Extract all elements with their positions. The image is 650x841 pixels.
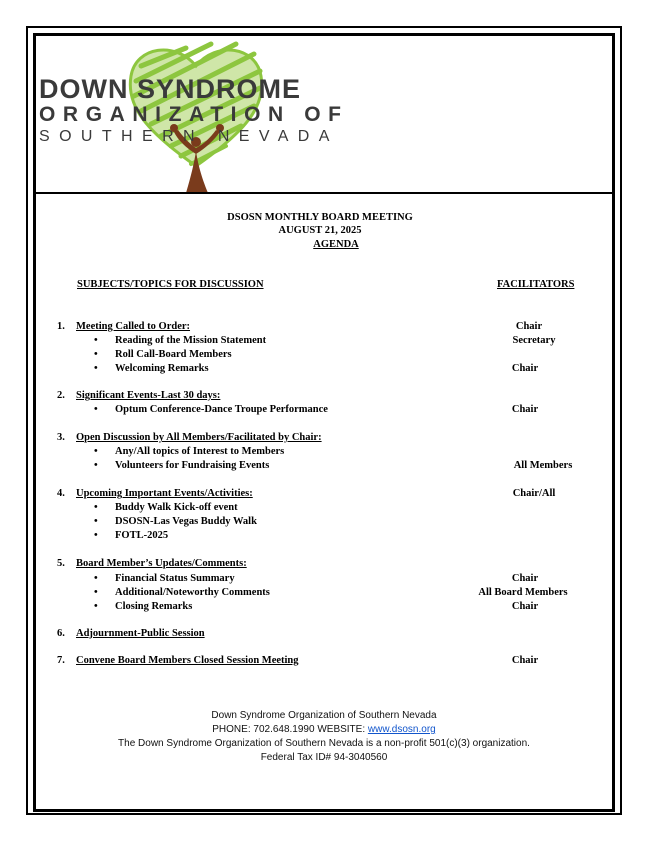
sub-item-text: Additional/Noteworthy Comments (115, 587, 270, 598)
sub-item-facilitator: Chair (511, 404, 539, 415)
dsosn-logo (36, 36, 366, 194)
sub-item (94, 349, 232, 360)
item-label: Board Member’s Updates/Comments: (76, 558, 247, 569)
item-number: 3. (57, 432, 65, 443)
bullet-icon: • (94, 446, 98, 457)
sub-item-text: Closing Remarks (115, 601, 193, 612)
sub-item (94, 335, 266, 346)
sub-item-facilitator: Chair (511, 573, 539, 584)
bullet-icon: • (94, 516, 98, 527)
sub-item (94, 404, 328, 415)
sub-item-text: Optum Conference-Dance Troupe Performance (115, 404, 328, 415)
meeting-date: AUGUST 21, 2025 (278, 225, 362, 236)
sub-item-facilitator: All Board Members (478, 587, 568, 598)
bullet-icon: • (94, 573, 98, 584)
footer-tax-id: Federal Tax ID# 94-3040560 (260, 752, 388, 763)
logo-text-line2: ORGANIZATION OF (39, 103, 349, 126)
sub-item (94, 363, 209, 374)
sub-item-facilitator: Chair (511, 601, 539, 612)
logo-text-line1: DOWN SYNDROME (39, 74, 301, 104)
agenda-item-5 (57, 558, 247, 569)
header-divider (36, 192, 612, 194)
agenda-item-1 (57, 321, 190, 332)
item-label: Open Discussion by All Members/Facilitated by Chair: (76, 432, 322, 443)
logo-text-line3: SOUTHERN NEVADA (39, 128, 339, 145)
footer-contact (36, 724, 612, 735)
item-number: 6. (57, 628, 65, 639)
item-facilitator: Chair (515, 321, 543, 332)
agenda-item-6 (57, 628, 205, 639)
sub-item (94, 601, 192, 612)
agenda-item-4 (57, 488, 253, 499)
item-number: 7. (57, 655, 65, 666)
sub-item (94, 446, 284, 457)
facilitators-column-header: FACILITATORS (497, 279, 575, 290)
bullet-icon: • (94, 349, 98, 360)
sub-item (94, 460, 269, 471)
sub-item-text: Roll Call-Board Members (115, 349, 232, 360)
meeting-title: DSOSN MONTHLY BOARD MEETING (227, 212, 413, 223)
sub-item (94, 573, 235, 584)
subjects-column-header: SUBJECTS/TOPICS FOR DISCUSSION (77, 279, 264, 290)
item-label: Upcoming Important Events/Activities: (76, 488, 253, 499)
sub-item (94, 516, 257, 527)
website-link[interactable]: www.dsosn.org (367, 724, 436, 735)
sub-item-text: FOTL-2025 (115, 530, 169, 541)
bullet-icon: • (94, 404, 98, 415)
sub-item (94, 530, 168, 541)
item-facilitator: Chair/All (512, 488, 556, 499)
sub-item-text: Any/All topics of Interest to Members (115, 446, 285, 457)
footer-phone: PHONE: 702.648.1990 WEBSITE: (212, 724, 368, 735)
item-label: Adjournment-Public Session (76, 628, 205, 639)
bullet-icon: • (94, 363, 98, 374)
item-facilitator: Chair (511, 655, 539, 666)
footer-org-name: Down Syndrome Organization of Southern Nevada (211, 710, 437, 721)
sub-item (94, 587, 270, 598)
item-number: 2. (57, 390, 65, 401)
bullet-icon: • (94, 530, 98, 541)
bullet-icon: • (94, 335, 98, 346)
item-number: 5. (57, 558, 65, 569)
sub-item-text: Buddy Walk Kick-off event (115, 502, 238, 513)
bullet-icon: • (94, 460, 98, 471)
sub-item (94, 502, 238, 513)
bullet-icon: • (94, 587, 98, 598)
sub-item-text: Volunteers for Fundraising Events (115, 460, 270, 471)
sub-item-facilitator: Chair (511, 363, 539, 374)
sub-item-facilitator: Secretary (512, 335, 556, 346)
agenda-item-2 (57, 390, 220, 401)
bullet-icon: • (94, 601, 98, 612)
item-number: 1. (57, 321, 65, 332)
sub-item-text: DSOSN-Las Vegas Buddy Walk (115, 516, 257, 527)
item-label: Meeting Called to Order: (76, 321, 191, 332)
sub-item-facilitator: All Members (513, 460, 573, 471)
bullet-icon: • (94, 502, 98, 513)
sub-item-text: Financial Status Summary (115, 573, 235, 584)
sub-item-text: Reading of the Mission Statement (115, 335, 267, 346)
agenda-item-7 (57, 655, 299, 666)
item-label: Significant Events-Last 30 days: (76, 390, 221, 401)
item-label: Convene Board Members Closed Session Meeting (76, 655, 299, 666)
agenda-heading: AGENDA (313, 239, 359, 250)
agenda-item-3 (57, 432, 322, 443)
item-number: 4. (57, 488, 65, 499)
footer-nonprofit-note: The Down Syndrome Organization of Southern Nevada is a non-profit 501(c)(3) organization. (118, 738, 530, 749)
sub-item-text: Welcoming Remarks (115, 363, 209, 374)
